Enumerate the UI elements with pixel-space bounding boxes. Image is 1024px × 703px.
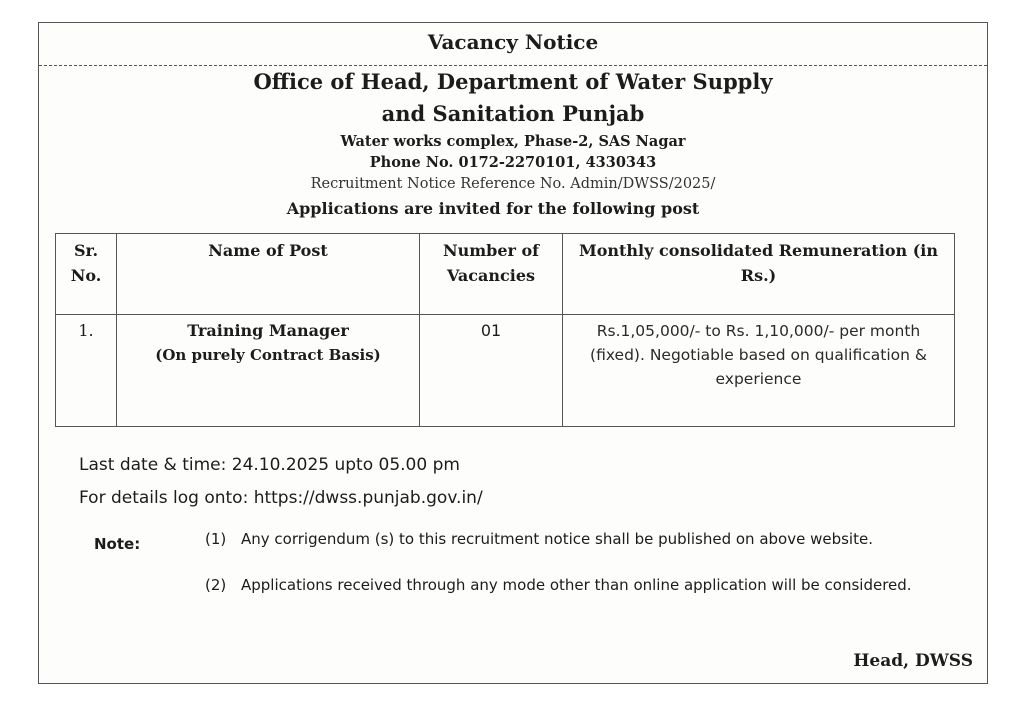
note-number: (1) bbox=[205, 530, 227, 548]
cell-remuneration: Rs.1,05,000/- to Rs. 1,10,000/- per month (fixed). Negotiable based on qualification & experience bbox=[563, 315, 955, 427]
invitation-text: Applications are invited for the following post bbox=[286, 199, 700, 218]
note-text: Applications received through any mode other than online application will be considered. bbox=[241, 576, 912, 594]
office-address: Water works complex, Phase-2, SAS Nagar bbox=[340, 133, 686, 150]
signature: Head, DWSS bbox=[853, 651, 973, 671]
note-text: Any corrigendum (s) to this recruitment notice shall be published on above website. bbox=[241, 530, 873, 548]
post-basis: (On purely Contract Basis) bbox=[155, 346, 381, 364]
header-remuneration: Monthly consolidated Remuneration (in Rs.) bbox=[563, 234, 955, 315]
note-item bbox=[205, 529, 925, 549]
table-row bbox=[56, 315, 955, 427]
office-name-line-2: and Sanitation Punjab bbox=[381, 101, 645, 126]
vacancy-table bbox=[55, 233, 955, 427]
details-website-text: For details log onto: https://dwss.punjab.gov.in/ bbox=[79, 488, 483, 508]
cell-vacancies: 01 bbox=[420, 315, 563, 427]
last-date-text: Last date & time: 24.10.2025 upto 05.00 pm bbox=[79, 455, 460, 475]
title-bar bbox=[39, 23, 987, 66]
reference-number: Recruitment Notice Reference No. Admin/DWSS/2025/ bbox=[310, 176, 716, 192]
header-number-of-vacancies: Number of Vacancies bbox=[420, 234, 563, 315]
header-sr-no: Sr. No. bbox=[56, 234, 117, 315]
vacancy-notice-document bbox=[38, 22, 988, 684]
note-number: (2) bbox=[205, 576, 227, 594]
cell-post bbox=[117, 315, 420, 427]
header-name-of-post: Name of Post bbox=[117, 234, 420, 315]
table-header-row bbox=[56, 234, 955, 315]
office-name-line-1: Office of Head, Department of Water Supply bbox=[253, 69, 773, 94]
note-item bbox=[205, 575, 925, 595]
post-name: Training Manager bbox=[187, 321, 349, 340]
office-phone: Phone No. 0172-2270101, 4330343 bbox=[369, 154, 657, 171]
note-label: Note: bbox=[94, 535, 141, 553]
notice-title: Vacancy Notice bbox=[427, 30, 599, 54]
cell-sr-no: 1. bbox=[56, 315, 117, 427]
